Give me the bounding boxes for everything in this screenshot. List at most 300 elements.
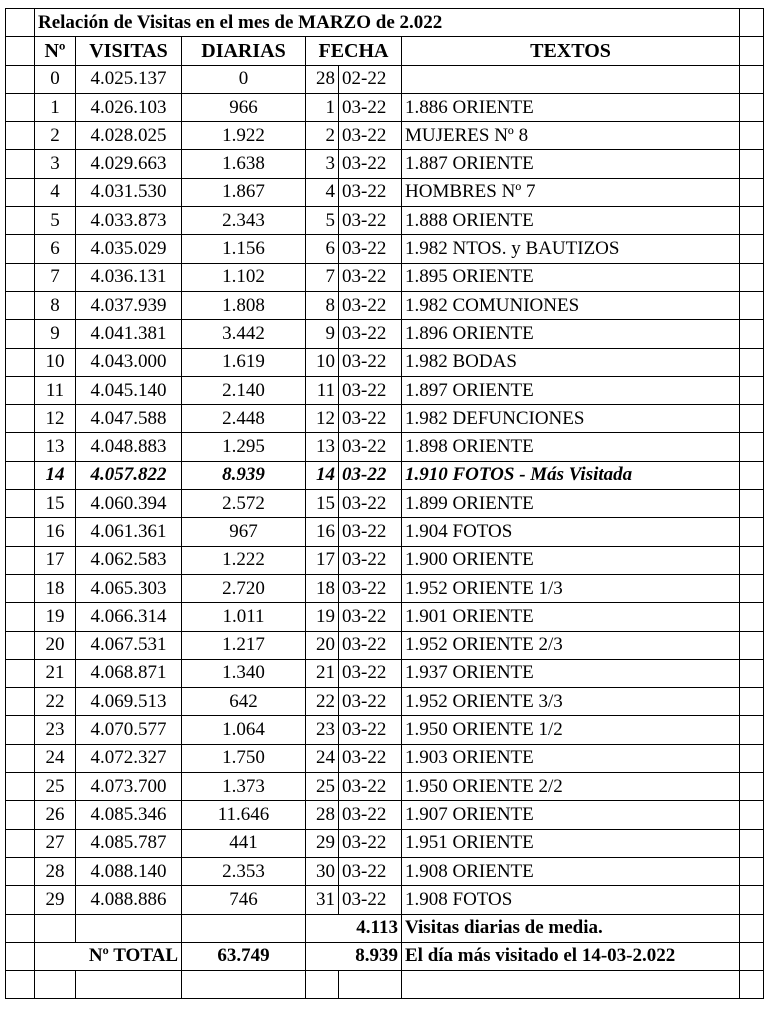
cell-empty xyxy=(740,829,764,857)
visits-total: 4.068.871 xyxy=(76,659,182,687)
cell-empty xyxy=(740,631,764,659)
visits-total: 4.026.103 xyxy=(76,93,182,121)
row-number: 25 xyxy=(35,773,76,801)
cell-empty xyxy=(740,688,764,716)
cell-empty xyxy=(740,122,764,150)
daily-visits: 1.295 xyxy=(182,433,306,461)
cell-empty xyxy=(740,603,764,631)
text-entry: 1.888 ORIENTE xyxy=(402,207,740,235)
cell-empty xyxy=(740,320,764,348)
date-month: 02-22 xyxy=(339,65,402,93)
date-month: 03-22 xyxy=(339,829,402,857)
date-month: 03-22 xyxy=(339,574,402,602)
row-number: 23 xyxy=(35,716,76,744)
cell-empty xyxy=(6,857,35,885)
date-day: 16 xyxy=(306,518,339,546)
date-day: 6 xyxy=(306,235,339,263)
cell-empty xyxy=(740,37,764,65)
date-month: 03-22 xyxy=(339,801,402,829)
visits-total: 4.037.939 xyxy=(76,291,182,319)
row-number: 13 xyxy=(35,433,76,461)
text-entry: 1.950 ORIENTE 1/2 xyxy=(402,716,740,744)
cell-empty xyxy=(740,235,764,263)
table-row xyxy=(6,65,764,93)
row-number: 21 xyxy=(35,659,76,687)
table-row xyxy=(6,744,764,772)
daily-visits: 1.808 xyxy=(182,291,306,319)
row-number: 0 xyxy=(35,65,76,93)
table-row xyxy=(6,886,764,914)
text-entry: MUJERES Nº 8 xyxy=(402,122,740,150)
table-row xyxy=(6,829,764,857)
date-day: 20 xyxy=(306,631,339,659)
date-day: 24 xyxy=(306,744,339,772)
visits-total: 4.073.700 xyxy=(76,773,182,801)
cell-empty xyxy=(740,150,764,178)
cell-empty xyxy=(740,461,764,489)
text-entry: 1.982 BODAS xyxy=(402,348,740,376)
row-number: 16 xyxy=(35,518,76,546)
visits-total: 4.033.873 xyxy=(76,207,182,235)
date-day: 3 xyxy=(306,150,339,178)
date-day: 17 xyxy=(306,546,339,574)
daily-visits: 2.572 xyxy=(182,490,306,518)
cell-empty xyxy=(740,942,764,970)
cell-empty xyxy=(6,574,35,602)
cell-empty xyxy=(6,207,35,235)
visits-total: 4.085.346 xyxy=(76,801,182,829)
daily-visits: 1.222 xyxy=(182,546,306,574)
header-num: Nº xyxy=(35,37,76,65)
date-month: 03-22 xyxy=(339,744,402,772)
visits-total: 4.057.822 xyxy=(76,461,182,489)
max-text: El día más visitado el 14-03-2.022 xyxy=(402,942,740,970)
table-row xyxy=(6,178,764,206)
visits-total: 4.048.883 xyxy=(76,433,182,461)
cell-empty xyxy=(740,546,764,574)
row-number: 22 xyxy=(35,688,76,716)
date-day: 29 xyxy=(306,829,339,857)
sheet-title: Relación de Visitas en el mes de MARZO de 2.022 xyxy=(35,9,740,37)
cell-empty xyxy=(6,716,35,744)
media-text: Visitas diarias de media. xyxy=(402,914,740,942)
text-entry: 1.982 DEFUNCIONES xyxy=(402,405,740,433)
media-row xyxy=(6,914,764,942)
cell-empty xyxy=(740,178,764,206)
visits-total: 4.036.131 xyxy=(76,263,182,291)
cell-empty xyxy=(6,829,35,857)
daily-visits: 3.442 xyxy=(182,320,306,348)
text-entry: 1.904 FOTOS xyxy=(402,518,740,546)
table-row xyxy=(6,122,764,150)
cell-empty xyxy=(6,65,35,93)
text-entry: 1.895 ORIENTE xyxy=(402,263,740,291)
text-entry: 1.887 ORIENTE xyxy=(402,150,740,178)
cell-empty xyxy=(6,971,35,999)
row-number: 29 xyxy=(35,886,76,914)
row-number: 28 xyxy=(35,857,76,885)
text-entry: 1.886 ORIENTE xyxy=(402,93,740,121)
date-month: 03-22 xyxy=(339,659,402,687)
visits-total: 4.025.137 xyxy=(76,65,182,93)
cell-empty xyxy=(6,631,35,659)
table-row xyxy=(6,631,764,659)
date-day: 7 xyxy=(306,263,339,291)
date-month: 03-22 xyxy=(339,235,402,263)
daily-visits: 0 xyxy=(182,65,306,93)
row-number: 6 xyxy=(35,235,76,263)
cell-empty xyxy=(6,942,35,970)
daily-visits: 1.867 xyxy=(182,178,306,206)
date-day: 4 xyxy=(306,178,339,206)
row-number: 4 xyxy=(35,178,76,206)
cell-empty xyxy=(6,263,35,291)
cell-empty xyxy=(6,376,35,404)
date-month: 03-22 xyxy=(339,490,402,518)
table-row xyxy=(6,490,764,518)
cell-empty xyxy=(740,348,764,376)
daily-visits: 642 xyxy=(182,688,306,716)
cell-empty xyxy=(76,914,182,942)
table-row xyxy=(6,235,764,263)
date-month: 03-22 xyxy=(339,263,402,291)
table-row xyxy=(6,546,764,574)
row-number: 14 xyxy=(35,461,76,489)
visits-total: 4.031.530 xyxy=(76,178,182,206)
table-row xyxy=(6,461,764,489)
daily-visits: 1.750 xyxy=(182,744,306,772)
text-entry: 1.910 FOTOS - Más Visitada xyxy=(402,461,740,489)
date-month: 03-22 xyxy=(339,122,402,150)
cell-empty xyxy=(6,886,35,914)
row-number: 15 xyxy=(35,490,76,518)
daily-visits: 1.064 xyxy=(182,716,306,744)
table-row xyxy=(6,857,764,885)
header-textos: TEXTOS xyxy=(402,37,740,65)
table-row xyxy=(6,688,764,716)
cell-empty xyxy=(6,348,35,376)
date-month: 03-22 xyxy=(339,518,402,546)
date-day: 30 xyxy=(306,857,339,885)
visits-total: 4.065.303 xyxy=(76,574,182,602)
cell-empty xyxy=(740,773,764,801)
cell-empty xyxy=(182,914,306,942)
cell-empty xyxy=(6,659,35,687)
cell-empty xyxy=(6,914,35,942)
cell-empty xyxy=(6,744,35,772)
visits-total: 4.029.663 xyxy=(76,150,182,178)
visits-total: 4.043.000 xyxy=(76,348,182,376)
header-fecha: FECHA xyxy=(306,37,402,65)
date-month: 03-22 xyxy=(339,291,402,319)
daily-visits: 2.448 xyxy=(182,405,306,433)
date-month: 03-22 xyxy=(339,603,402,631)
visits-total: 4.066.314 xyxy=(76,603,182,631)
visits-total: 4.088.140 xyxy=(76,857,182,885)
total-value: 63.749 xyxy=(182,942,306,970)
cell-empty xyxy=(740,376,764,404)
cell-empty xyxy=(740,263,764,291)
visits-total: 4.062.583 xyxy=(76,546,182,574)
text-entry: 1.903 ORIENTE xyxy=(402,744,740,772)
row-number: 12 xyxy=(35,405,76,433)
date-day: 28 xyxy=(306,801,339,829)
header-row xyxy=(6,37,764,65)
cell-empty xyxy=(740,65,764,93)
date-day: 22 xyxy=(306,688,339,716)
row-number: 18 xyxy=(35,574,76,602)
visits-total: 4.067.531 xyxy=(76,631,182,659)
date-day: 28 xyxy=(306,65,339,93)
text-entry: 1.952 ORIENTE 3/3 xyxy=(402,688,740,716)
date-month: 03-22 xyxy=(339,773,402,801)
visits-total: 4.028.025 xyxy=(76,122,182,150)
daily-visits: 1.156 xyxy=(182,235,306,263)
total-label: Nº TOTAL xyxy=(35,942,182,970)
text-entry: 1.897 ORIENTE xyxy=(402,376,740,404)
table-row xyxy=(6,348,764,376)
table-row xyxy=(6,801,764,829)
table-row xyxy=(6,263,764,291)
text-entry: 1.899 ORIENTE xyxy=(402,490,740,518)
header-diarias: DIARIAS xyxy=(182,37,306,65)
date-month: 03-22 xyxy=(339,93,402,121)
date-day: 8 xyxy=(306,291,339,319)
header-visitas: VISITAS xyxy=(76,37,182,65)
daily-visits: 1.340 xyxy=(182,659,306,687)
text-entry: 1.982 COMUNIONES xyxy=(402,291,740,319)
date-day: 2 xyxy=(306,122,339,150)
daily-visits: 2.140 xyxy=(182,376,306,404)
date-month: 03-22 xyxy=(339,716,402,744)
date-day: 23 xyxy=(306,716,339,744)
cell-empty xyxy=(6,122,35,150)
visits-total: 4.085.787 xyxy=(76,829,182,857)
total-row xyxy=(6,942,764,970)
row-number: 26 xyxy=(35,801,76,829)
cell-empty xyxy=(6,150,35,178)
cell-empty xyxy=(740,490,764,518)
cell-empty xyxy=(740,291,764,319)
row-number: 3 xyxy=(35,150,76,178)
media-value: 4.113 xyxy=(306,914,402,942)
table-row xyxy=(6,320,764,348)
visits-total: 4.045.140 xyxy=(76,376,182,404)
table-row xyxy=(6,716,764,744)
cell-empty xyxy=(740,857,764,885)
table-row xyxy=(6,405,764,433)
text-entry: 1.952 ORIENTE 2/3 xyxy=(402,631,740,659)
cell-empty xyxy=(740,659,764,687)
daily-visits: 11.646 xyxy=(182,801,306,829)
date-day: 18 xyxy=(306,574,339,602)
cell-empty xyxy=(6,801,35,829)
text-entry: 1.951 ORIENTE xyxy=(402,829,740,857)
table-row xyxy=(6,376,764,404)
date-month: 03-22 xyxy=(339,320,402,348)
daily-visits: 746 xyxy=(182,886,306,914)
text-entry: 1.896 ORIENTE xyxy=(402,320,740,348)
visits-total: 4.060.394 xyxy=(76,490,182,518)
row-number: 10 xyxy=(35,348,76,376)
daily-visits: 1.638 xyxy=(182,150,306,178)
row-number: 24 xyxy=(35,744,76,772)
text-entry: 1.952 ORIENTE 1/3 xyxy=(402,574,740,602)
table-row xyxy=(6,603,764,631)
visits-total: 4.088.886 xyxy=(76,886,182,914)
cell-empty xyxy=(740,801,764,829)
date-day: 21 xyxy=(306,659,339,687)
max-value: 8.939 xyxy=(306,942,402,970)
row-number: 8 xyxy=(35,291,76,319)
cell-empty xyxy=(740,9,764,37)
cell-empty xyxy=(6,688,35,716)
daily-visits: 967 xyxy=(182,518,306,546)
cell-empty xyxy=(6,546,35,574)
daily-visits: 1.217 xyxy=(182,631,306,659)
cell-empty xyxy=(740,886,764,914)
date-day: 11 xyxy=(306,376,339,404)
date-day: 10 xyxy=(306,348,339,376)
row-number: 27 xyxy=(35,829,76,857)
visits-total: 4.041.381 xyxy=(76,320,182,348)
row-number: 2 xyxy=(35,122,76,150)
visits-total: 4.072.327 xyxy=(76,744,182,772)
table-row xyxy=(6,291,764,319)
visits-total: 4.069.513 xyxy=(76,688,182,716)
cell-empty xyxy=(6,235,35,263)
visits-table xyxy=(5,8,764,999)
row-number: 11 xyxy=(35,376,76,404)
daily-visits: 441 xyxy=(182,829,306,857)
date-month: 03-22 xyxy=(339,207,402,235)
visits-total: 4.070.577 xyxy=(76,716,182,744)
cell-empty xyxy=(6,291,35,319)
daily-visits: 1.619 xyxy=(182,348,306,376)
text-entry: 1.937 ORIENTE xyxy=(402,659,740,687)
date-day: 31 xyxy=(306,886,339,914)
cell-empty xyxy=(740,93,764,121)
date-month: 03-22 xyxy=(339,178,402,206)
row-number: 9 xyxy=(35,320,76,348)
cell-empty xyxy=(6,178,35,206)
text-entry: 1.950 ORIENTE 2/2 xyxy=(402,773,740,801)
date-day: 1 xyxy=(306,93,339,121)
daily-visits: 1.922 xyxy=(182,122,306,150)
table-row xyxy=(6,659,764,687)
cell-empty xyxy=(740,716,764,744)
date-month: 03-22 xyxy=(339,405,402,433)
cell-empty xyxy=(6,320,35,348)
table-row xyxy=(6,150,764,178)
text-entry xyxy=(402,65,740,93)
daily-visits: 1.373 xyxy=(182,773,306,801)
cell-empty xyxy=(6,603,35,631)
row-number: 19 xyxy=(35,603,76,631)
daily-visits: 2.343 xyxy=(182,207,306,235)
date-day: 19 xyxy=(306,603,339,631)
date-day: 14 xyxy=(306,461,339,489)
cell-empty xyxy=(740,574,764,602)
cell-empty xyxy=(402,971,740,999)
text-entry: 1.907 ORIENTE xyxy=(402,801,740,829)
daily-visits: 1.102 xyxy=(182,263,306,291)
cell-empty xyxy=(740,744,764,772)
cell-empty xyxy=(740,518,764,546)
cell-empty xyxy=(6,37,35,65)
cell-empty xyxy=(740,207,764,235)
daily-visits: 1.011 xyxy=(182,603,306,631)
row-number: 7 xyxy=(35,263,76,291)
cell-empty xyxy=(6,93,35,121)
visits-total: 4.047.588 xyxy=(76,405,182,433)
date-month: 03-22 xyxy=(339,150,402,178)
daily-visits: 8.939 xyxy=(182,461,306,489)
text-entry: HOMBRES Nº 7 xyxy=(402,178,740,206)
date-month: 03-22 xyxy=(339,461,402,489)
table-row xyxy=(6,518,764,546)
table-row xyxy=(6,433,764,461)
date-day: 12 xyxy=(306,405,339,433)
table-row xyxy=(6,93,764,121)
date-day: 5 xyxy=(306,207,339,235)
daily-visits: 966 xyxy=(182,93,306,121)
date-month: 03-22 xyxy=(339,376,402,404)
blank-row xyxy=(6,971,764,999)
cell-empty xyxy=(76,971,182,999)
cell-empty xyxy=(740,914,764,942)
date-month: 03-22 xyxy=(339,857,402,885)
cell-empty xyxy=(35,914,76,942)
daily-visits: 2.353 xyxy=(182,857,306,885)
cell-empty xyxy=(6,433,35,461)
date-month: 03-22 xyxy=(339,688,402,716)
cell-empty xyxy=(6,405,35,433)
table-row xyxy=(6,773,764,801)
date-day: 15 xyxy=(306,490,339,518)
date-month: 03-22 xyxy=(339,433,402,461)
cell-empty xyxy=(740,971,764,999)
text-entry: 1.908 FOTOS xyxy=(402,886,740,914)
visits-total: 4.061.361 xyxy=(76,518,182,546)
row-number: 20 xyxy=(35,631,76,659)
cell-empty xyxy=(740,433,764,461)
cell-empty xyxy=(6,461,35,489)
date-month: 03-22 xyxy=(339,886,402,914)
cell-empty xyxy=(339,971,402,999)
cell-empty xyxy=(6,490,35,518)
cell-empty xyxy=(6,518,35,546)
cell-empty xyxy=(182,971,306,999)
title-row xyxy=(6,9,764,37)
text-entry: 1.901 ORIENTE xyxy=(402,603,740,631)
cell-empty xyxy=(35,971,76,999)
text-entry: 1.908 ORIENTE xyxy=(402,857,740,885)
cell-empty xyxy=(740,405,764,433)
table-row xyxy=(6,574,764,602)
row-number: 5 xyxy=(35,207,76,235)
date-day: 13 xyxy=(306,433,339,461)
cell-empty xyxy=(6,9,35,37)
date-month: 03-22 xyxy=(339,546,402,574)
cell-empty xyxy=(306,971,339,999)
visits-total: 4.035.029 xyxy=(76,235,182,263)
daily-visits: 2.720 xyxy=(182,574,306,602)
text-entry: 1.898 ORIENTE xyxy=(402,433,740,461)
date-day: 9 xyxy=(306,320,339,348)
date-day: 25 xyxy=(306,773,339,801)
row-number: 1 xyxy=(35,93,76,121)
